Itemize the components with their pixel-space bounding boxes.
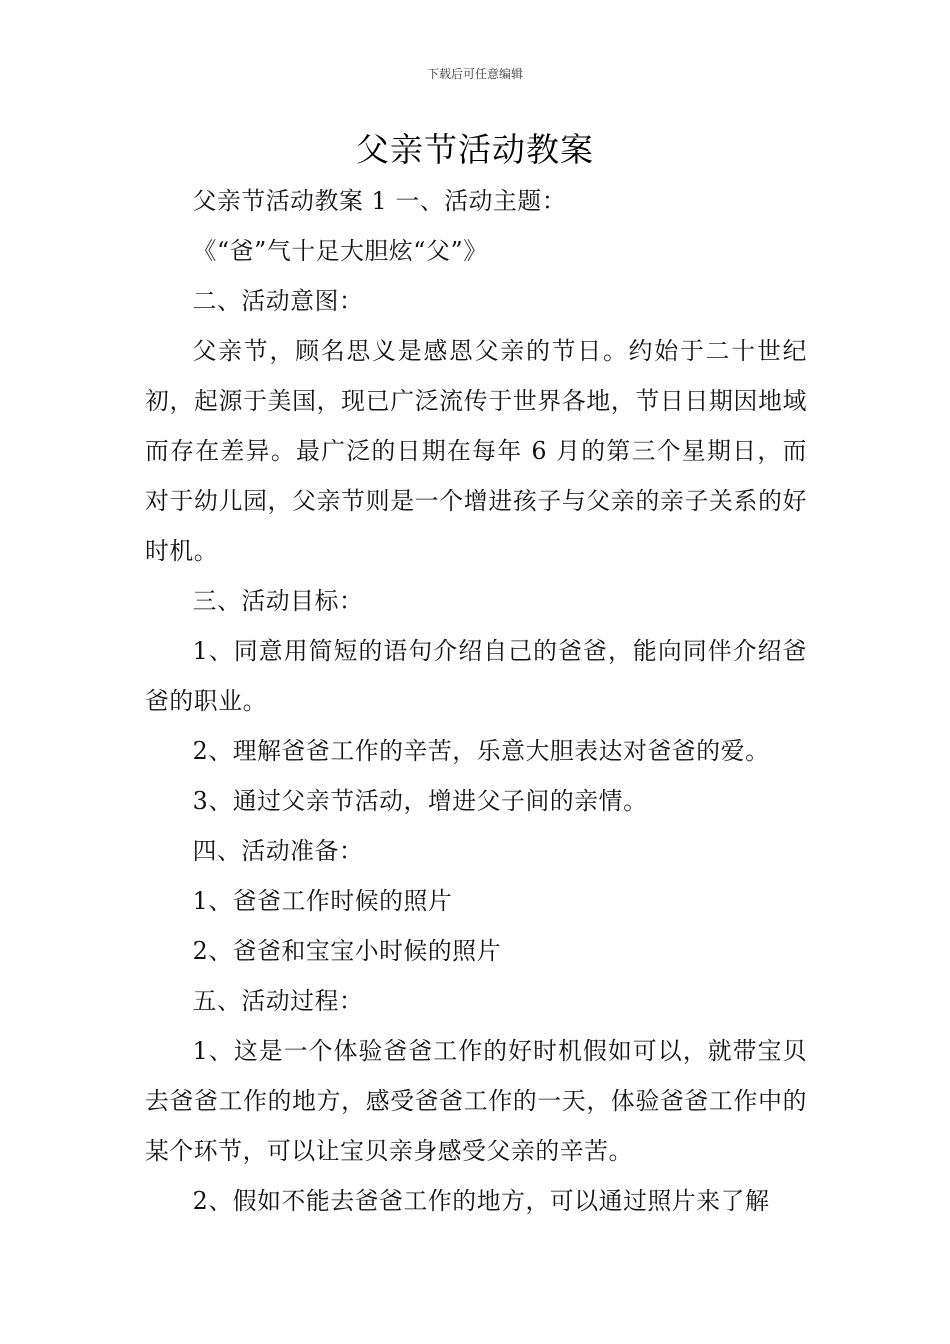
paragraph: 2、爸爸和宝宝小时候的照片 xyxy=(192,937,502,965)
paragraph: 2、假如不能去爸爸工作的地方，可以通过照片来了解 xyxy=(192,1187,770,1215)
paragraph: 1、爸爸工作时候的照片 xyxy=(192,887,453,915)
paragraph: 二、活动意图： xyxy=(192,287,364,315)
paragraph: 三、活动目标： xyxy=(192,587,364,615)
document-title: 父亲节活动教案 xyxy=(356,130,594,169)
paragraph: 父亲节，顾名思义是感恩父亲的节日。约始于二十世纪初，起源于美国，现已广泛流传于世界各地，节日日期因地域而存在差异。最广泛的日期在每年 6 月的第三个星期日，而对于幼儿园，父亲节则是一个增进孩子与父亲的亲子关系的好时机。 xyxy=(145,337,807,565)
paragraph: 父亲节活动教案 1 一、活动主题： xyxy=(192,187,567,215)
paragraph: 四、活动准备： xyxy=(192,837,364,865)
paragraph: 《“爸”气十足大胆炫“父”》 xyxy=(192,237,488,265)
paragraph: 2、理解爸爸工作的辛苦，乐意大胆表达对爸爸的爱。 xyxy=(192,737,770,765)
document-body xyxy=(145,176,807,1226)
paragraph: 1、这是一个体验爸爸工作的好时机假如可以，就带宝贝去爸爸工作的地方，感受爸爸工作的一天，体验爸爸工作中的某个环节，可以让宝贝亲身感受父亲的辛苦。 xyxy=(145,1037,807,1165)
header-note: 下载后可任意编辑 xyxy=(426,67,523,81)
paragraph: 3、通过父亲节活动，增进父子间的亲情。 xyxy=(192,787,648,815)
paragraph: 五、活动过程： xyxy=(192,987,364,1015)
paragraph: 1、同意用简短的语句介绍自己的爸爸，能向同伴介绍爸爸的职业。 xyxy=(145,637,807,715)
